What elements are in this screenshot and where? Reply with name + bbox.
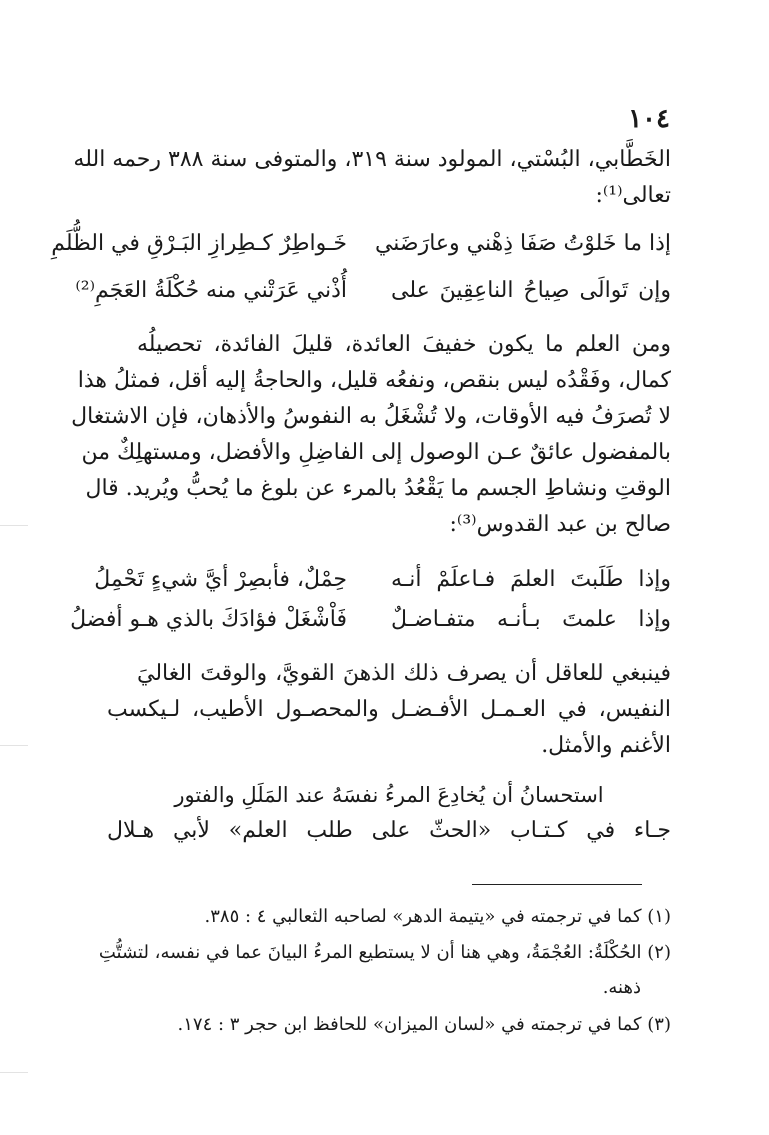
para1-line-6: صالح بن عبد القدوس⁽³⁾:: [449, 512, 671, 537]
scan-artifact: [0, 1072, 28, 1073]
verse-first-hemistich: إذا ما خَلوْتُ صَفَا ذِهْني وعارَضَني: [374, 231, 671, 256]
footnote-3: (٣) كما في ترجمته في «لسان الميزان» للحافظ ابن حجر ٣ : ١٧٤.: [177, 1014, 671, 1035]
page-number: ١٠٤: [628, 104, 670, 134]
para2-line-2: النفيس، في العـمـل الأفـضـل والمحصـول الأطيب، لـيكسب: [107, 697, 671, 722]
section-heading: استحسانُ أن يُخادِعَ المرءُ نفسَهُ عند المَلَلِ والفتور: [174, 783, 604, 807]
verse-second-hemistich: حِمْلٌ، فأبصِرْ أيَّ شيءٍ تَحْمِلُ: [94, 567, 347, 592]
para2-line-1: فينبغي للعاقل أن يصرف ذلك الذهنَ القويَّ، والوقتَ الغاليَ: [137, 661, 671, 686]
footnote-2: (٢) الحُكْلَةُ: العُجْمَةُ، وهي هنا أن لا يستطيع المرءُ البيانَ عما في نفسه، لتشتُّتِ: [98, 942, 671, 963]
intro-line-2: تعالى⁽¹⁾:: [595, 183, 671, 208]
verse-first-hemistich: وإن تَوالَى صِياحُ الناعِقِينَ على: [391, 278, 671, 303]
verse-first-hemistich: وإذا طَلَبتَ العلمَ فـاعلَمْ أنـه: [391, 567, 671, 592]
para1-line-3: لا تُصرَفُ فيه الأوقات، ولا تُشْغَلُ به النفوسُ والأذهان، فإن الاشتغال: [71, 404, 671, 429]
intro-line-1: الخَطَّابي، البُسْتي، المولود سنة ٣١٩، والمتوفى سنة ٣٨٨ رحمه الله: [73, 147, 671, 172]
para1-line-4: بالمفضول عائقٌ عـن الوصول إلى الفاضِلِ والأفضل، ومستهلِكٌ من: [81, 440, 671, 465]
verse-first-hemistich: وإذا علمتَ بـأنـه متفـاضـلٌ: [391, 607, 671, 632]
closing-line: جـاء في كـتـاب «الحثّ على طلب العلم» لأبي هـلال: [107, 818, 671, 843]
para1-line-2: كمال، وفَقْدُه ليس بنقص، ونفعُه قليل، والحاجةُ إليه أقل، فمثلُ هذا: [77, 368, 671, 393]
para2-line-3: الأغنم والأمثل.: [541, 733, 671, 758]
footnote-1: (١) كما في ترجمته في «يتيمة الدهر» لصاحبه الثعالبي ٤ : ٣٨٥.: [204, 906, 671, 927]
scan-artifact: [0, 525, 28, 526]
scan-artifact: [0, 745, 28, 746]
verse-second-hemistich: فَاْشْغَلْ فؤادَكَ بالذي هـو أفضلُ: [70, 607, 347, 632]
footnote-2-continuation: ذهنه.: [602, 977, 641, 998]
verse-second-hemistich: خَـواطِرٌ كـطِرازِ البَـرْقِ في الظُّلَمِ: [51, 231, 347, 256]
para1-line-5: الوقتِ ونشاطِ الجسم ما يَقْعُدُ بالمرء عن بلوغ ما يُحبُّ ويُريد. قال: [85, 476, 671, 501]
verse-second-hemistich: أُذْني عَرَتْني منه حُكْلَةُ العَجَمِ⁽²⁾: [75, 278, 347, 303]
footnote-divider: [472, 884, 642, 885]
para1-line-1: ومن العلم ما يكون خفيفَ العائدة، قليلَ الفائدة، تحصيلُه: [137, 332, 671, 357]
